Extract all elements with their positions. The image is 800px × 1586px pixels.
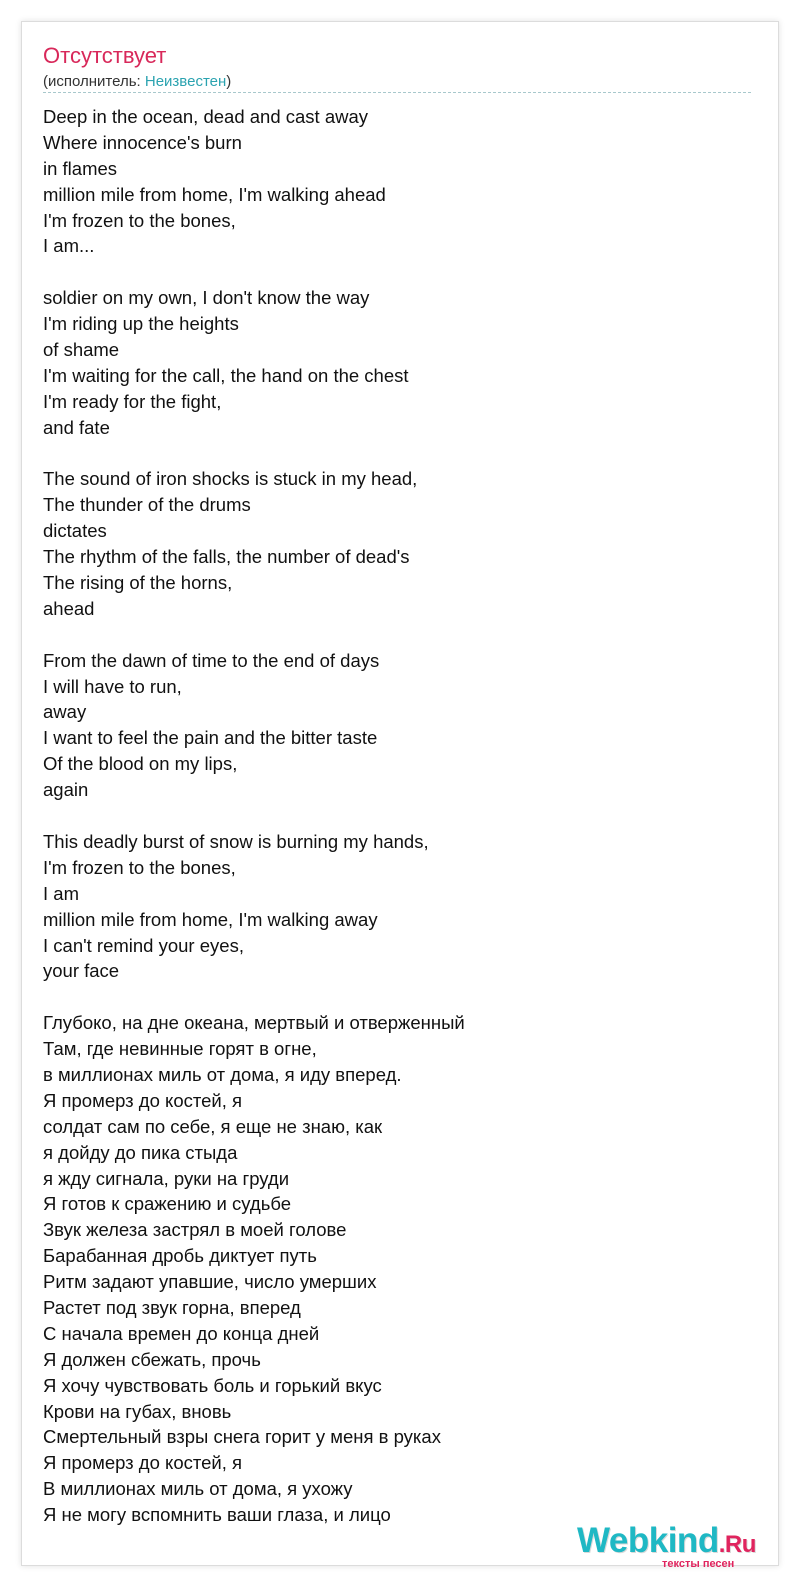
lyric-line: Of the blood on my lips,	[43, 753, 238, 775]
lyric-line: your face	[43, 960, 120, 982]
artist-line	[43, 73, 231, 91]
lyric-line: of shame	[43, 339, 120, 361]
lyrics-text	[43, 104, 755, 1528]
lyric-line: Там, где невинные горят в огне,	[43, 1038, 317, 1060]
lyric-line: The rising of the horns,	[43, 572, 233, 594]
lyric-line: Deep in the ocean, dead and cast away	[43, 106, 369, 127]
lyric-line: I am...	[43, 235, 95, 257]
lyric-line: Барабанная дробь диктует путь	[43, 1245, 317, 1267]
lyric-line: Смертельный взры снега горит у меня в руках	[43, 1426, 441, 1448]
site-logo[interactable]	[577, 1521, 772, 1570]
artist-link[interactable]: Неизвестен	[144, 73, 227, 90]
lyric-line: Я промерз до костей, я	[43, 1452, 243, 1474]
lyric-line: I'm frozen to the bones,	[43, 209, 236, 231]
lyric-line: Where innocence's burn	[43, 131, 242, 153]
lyric-line: Растет под звук горна, вперед	[43, 1296, 301, 1318]
lyric-line: Я хочу чувствовать боль и горький вкус	[43, 1374, 382, 1396]
lyric-line	[43, 259, 755, 285]
divider	[43, 92, 751, 93]
lyric-line: in flames	[43, 157, 118, 179]
page-frame	[21, 21, 779, 1570]
logo-main-text: Webkind	[577, 1521, 719, 1560]
lyric-line: This deadly burst of snow is burning my hands,	[43, 830, 429, 852]
lyric-line: dictates	[43, 520, 107, 542]
lyric-line: The thunder of the drums	[43, 494, 251, 516]
lyric-line: ahead	[43, 597, 95, 619]
lyric-line: солдат сам по себе, я еще не знаю, как	[43, 1115, 383, 1137]
lyric-line	[43, 441, 755, 467]
lyric-line: I'm frozen to the bones,	[43, 856, 236, 878]
lyric-line: I will have to run,	[43, 675, 182, 697]
lyric-line: Я должен сбежать, прочь	[43, 1348, 261, 1370]
lyric-line: В миллионах миль от дома, я ухожу	[43, 1478, 353, 1500]
lyric-line: again	[43, 779, 89, 801]
lyric-line: Звук железа застрял в моей голове	[43, 1219, 347, 1241]
lyric-line: The sound of iron shocks is stuck in my head,	[43, 468, 418, 490]
lyric-line: я дойду до пика стыда	[43, 1141, 238, 1163]
lyric-line	[43, 803, 755, 829]
lyric-line: million mile from home, I'm walking away	[43, 908, 378, 930]
lyric-line: million mile from home, I'm walking ahead	[43, 183, 386, 205]
lyric-line: Ритм задают упавшие, число умерших	[43, 1271, 377, 1293]
lyric-line: Я промерз до костей, я	[43, 1089, 243, 1111]
lyric-line: I'm ready for the fight,	[43, 390, 222, 412]
lyric-line	[43, 984, 755, 1010]
lyric-line: From the dawn of time to the end of days	[43, 649, 380, 671]
lyric-line: Я не могу вспомнить ваши глаза, и лицо	[43, 1504, 391, 1526]
lyric-line: I am	[43, 882, 79, 904]
lyric-line: away	[43, 701, 87, 723]
lyric-line: I can't remind your eyes,	[43, 934, 244, 956]
lyric-line	[43, 622, 755, 648]
lyric-line: Я готов к сражению и судьбе	[43, 1193, 292, 1215]
logo-tld-text: .Ru	[718, 1531, 756, 1558]
lyric-line: I'm waiting for the call, the hand on the chest	[43, 364, 409, 386]
lyric-line: в миллионах миль от дома, я иду вперед.	[43, 1063, 402, 1085]
song-title: Отсутствует	[43, 43, 167, 68]
lyric-line: and fate	[43, 416, 110, 438]
lyric-line: С начала времен до конца дней	[43, 1322, 320, 1344]
lyric-line: The rhythm of the falls, the number of dead's	[43, 546, 410, 568]
lyric-line: я жду сигнала, руки на груди	[43, 1167, 290, 1189]
artist-prefix: (исполнитель:	[43, 73, 145, 90]
lyric-line: I'm riding up the heights	[43, 313, 239, 335]
lyric-line: Крови на губах, вновь	[43, 1400, 232, 1422]
lyric-line: soldier on my own, I don't know the way	[43, 287, 370, 309]
logo-subtitle: тексты песен	[662, 1558, 735, 1570]
artist-suffix: )	[226, 73, 232, 90]
lyric-line: Глубоко, на дне океана, мертвый и отверженный	[43, 1012, 465, 1034]
lyric-line: I want to feel the pain and the bitter taste	[43, 727, 378, 749]
